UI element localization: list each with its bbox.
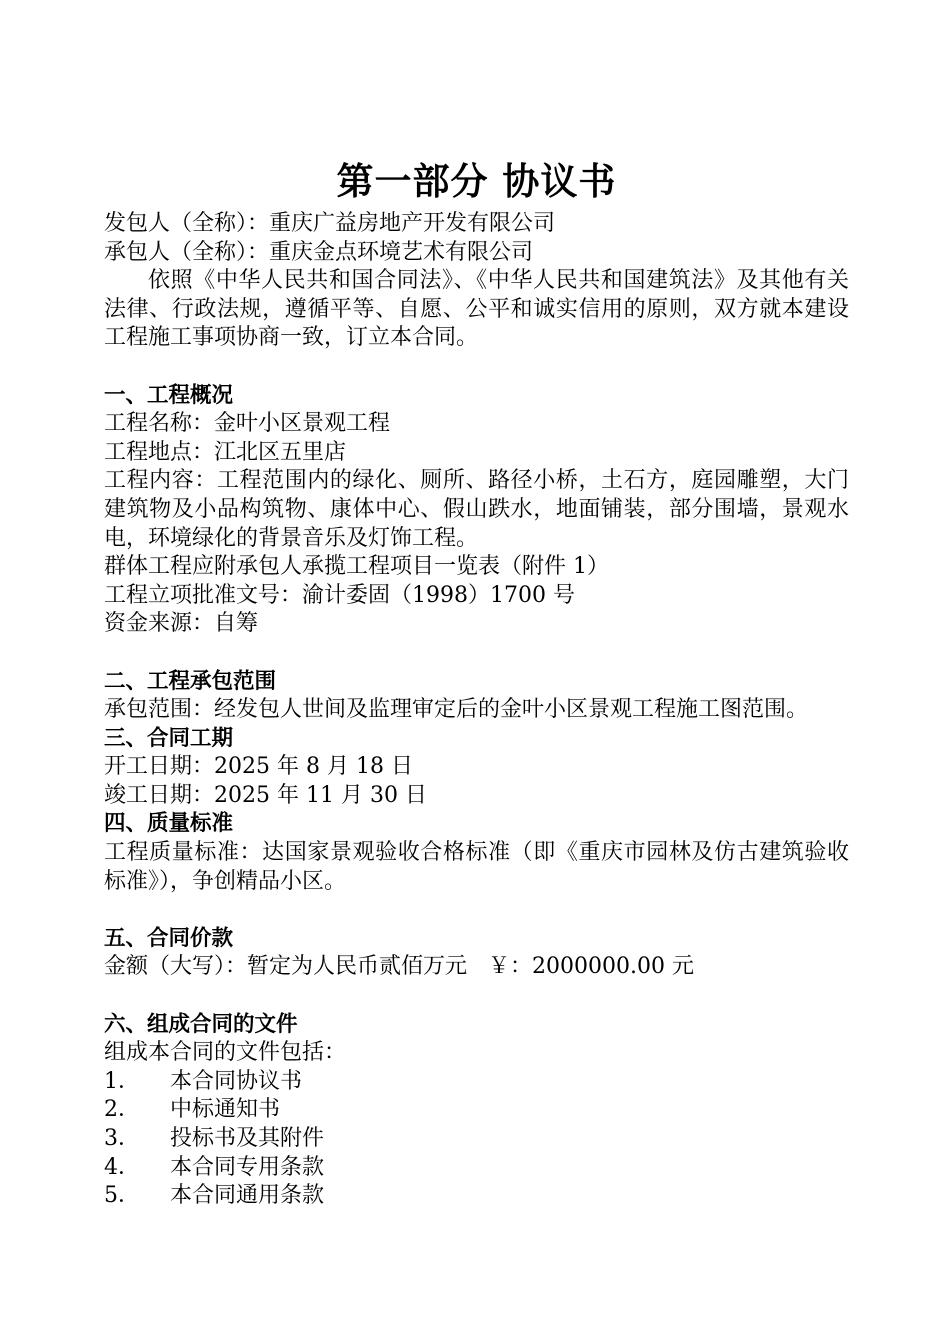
list-item-number: 1． bbox=[104, 1068, 140, 1094]
spacer bbox=[104, 639, 849, 668]
section-heading-documents: 六、组成合同的文件 bbox=[104, 1011, 298, 1037]
list-item-text: 本合同专用条款 bbox=[170, 1154, 325, 1180]
contract-scope: 承包范围：经发包人世间及监理审定后的金叶小区景观工程施工图范围。 bbox=[104, 697, 809, 723]
list-item-text: 本合同通用条款 bbox=[170, 1183, 325, 1209]
section-heading-scope: 二、工程承包范围 bbox=[104, 668, 277, 694]
project-content: 工程内容：工程范围内的绿化、厕所、路径小桥，土石方，庭园雕塑，大门建筑物及小品构筑物、康体中心、假山跌水，地面铺装，部分围墙，景观水电，环境绿化的背景音乐及灯饰工程。 bbox=[104, 468, 849, 551]
list-item-number: 2． bbox=[104, 1097, 140, 1123]
document-page bbox=[104, 152, 849, 1211]
quality-standard: 工程质量标准：达国家景观验收合格标准（即《重庆市园林及仿古建筑验收标准》），争创精品小区。 bbox=[104, 840, 849, 894]
list-item bbox=[104, 1125, 849, 1154]
documents-intro: 组成本合同的文件包括： bbox=[104, 1040, 347, 1066]
list-item bbox=[104, 1096, 849, 1125]
section-heading-quality: 四、质量标准 bbox=[104, 811, 234, 837]
list-item bbox=[104, 1154, 849, 1183]
spacer bbox=[104, 896, 849, 925]
list-item-number: 3． bbox=[104, 1126, 140, 1151]
list-item-number: 5． bbox=[104, 1183, 140, 1209]
list-item-text: 本合同协议书 bbox=[170, 1068, 303, 1094]
start-date: 开工日期：2025 年 8 月 18 日 bbox=[104, 754, 413, 780]
list-item-text: 投标书及其附件 bbox=[170, 1126, 325, 1151]
section-heading-duration: 三、合同工期 bbox=[104, 725, 234, 751]
funding-source: 资金来源：自筹 bbox=[104, 611, 259, 637]
spacer bbox=[104, 353, 849, 382]
list-item-number: 4． bbox=[104, 1154, 140, 1180]
spacer bbox=[104, 982, 849, 1011]
list-item bbox=[104, 1182, 849, 1211]
employer-line: 发包人（全称）：重庆广益房地产开发有限公司 bbox=[104, 211, 556, 236]
list-item-text: 中标通知书 bbox=[170, 1097, 281, 1123]
section-heading-price: 五、合同价款 bbox=[104, 925, 234, 951]
preamble-paragraph: 依照《中华人民共和国合同法》、《中华人民共和国建筑法》及其他有关法律、行政法规，遵循平等、自愿、公平和诚实信用的原则，双方就本建设工程施工事项协商一致，订立本合同。 bbox=[104, 268, 849, 351]
document-title: 第一部分 协议书 bbox=[336, 159, 617, 203]
approval-number: 工程立项批准文号：渝计委固（1998）1700 号 bbox=[104, 582, 575, 608]
documents-list bbox=[104, 1068, 849, 1211]
section-heading-overview: 一、工程概况 bbox=[104, 382, 234, 408]
list-item bbox=[104, 1068, 849, 1097]
project-location: 工程地点：江北区五里店 bbox=[104, 439, 347, 465]
contractor-line: 承包人（全称）：重庆金点环境艺术有限公司 bbox=[104, 239, 534, 265]
group-project-note: 群体工程应附承包人承揽工程项目一览表（附件 1） bbox=[104, 554, 609, 580]
contract-amount: 金额（大写）：暂定为人民币贰佰万元 ￥：2000000.00 元 bbox=[104, 954, 694, 980]
project-name: 工程名称：金叶小区景观工程 bbox=[104, 411, 391, 437]
end-date: 竣工日期：2025 年 11 月 30 日 bbox=[104, 782, 427, 808]
